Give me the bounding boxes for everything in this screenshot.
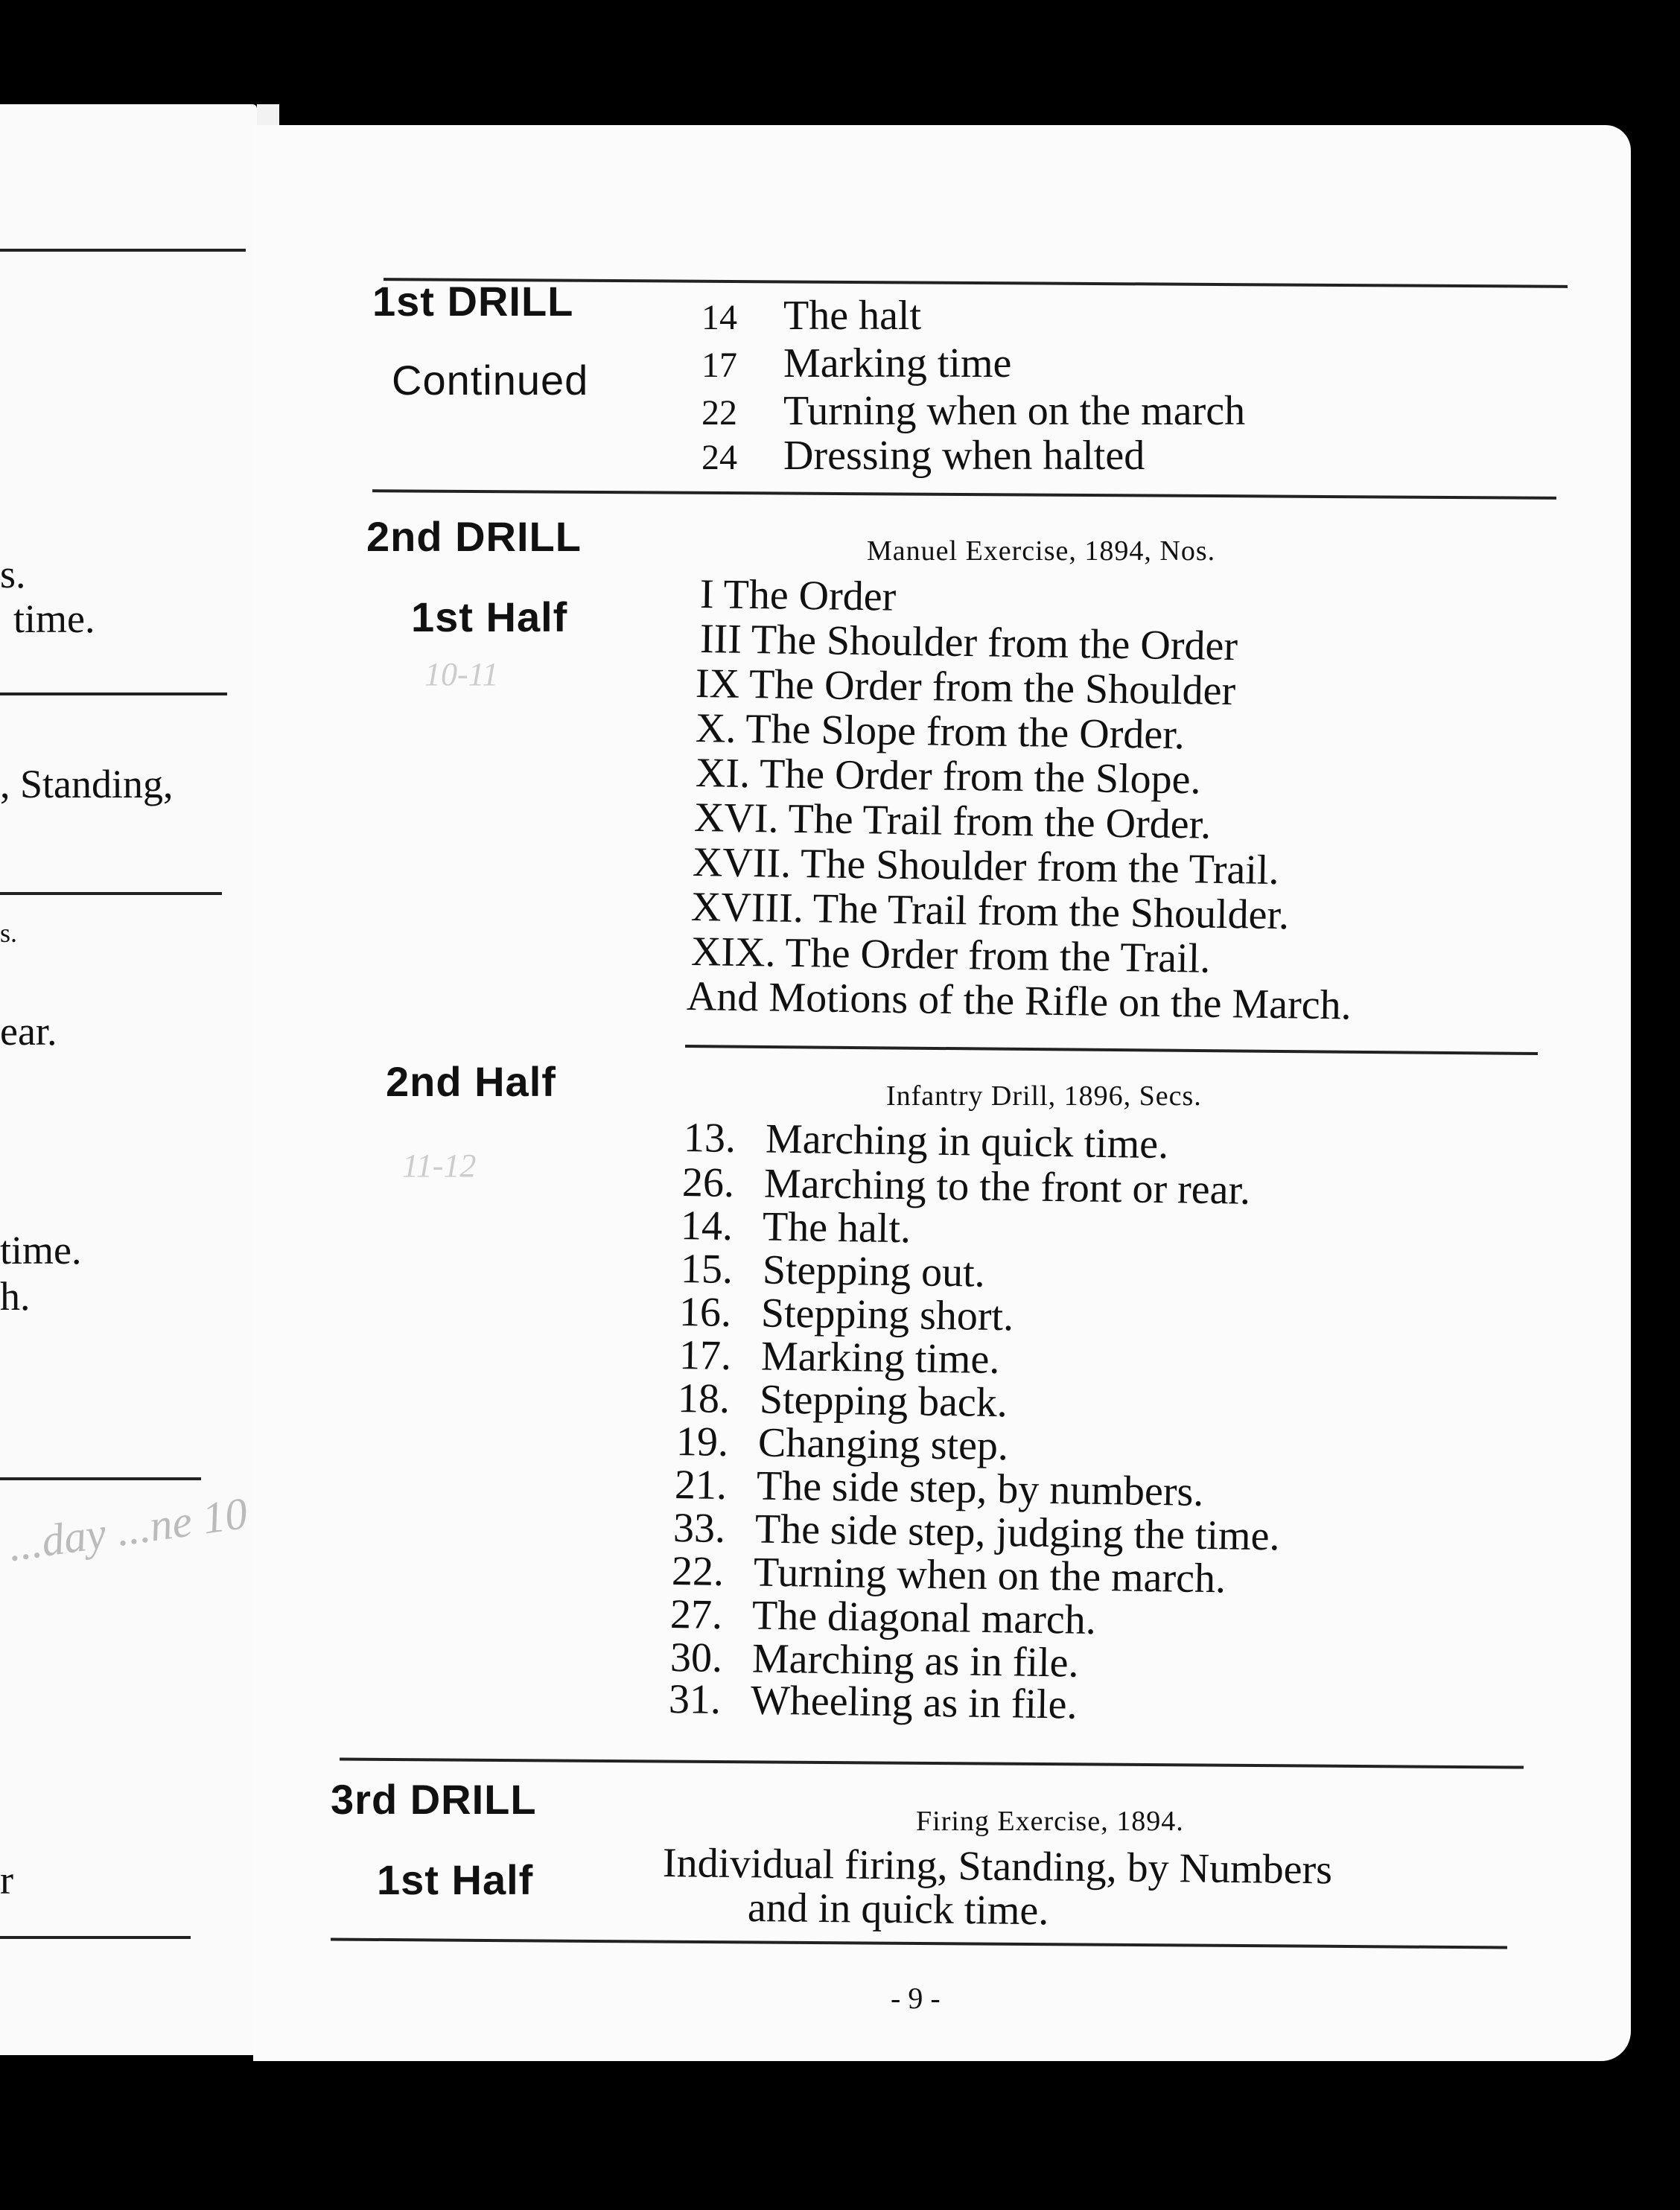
drill3-half1-label: 1st Half — [377, 1856, 534, 1903]
left-handwriting: ...day ...ne 10 — [4, 1488, 251, 1571]
left-page — [0, 104, 257, 2055]
item-text: Marching as in file. — [751, 1635, 1079, 1687]
item-text: Dressing when halted — [783, 433, 1145, 479]
drill2-half1-item: XVII. The Shoulder from the Trail. — [692, 839, 1279, 894]
drill2-label: 2nd DRILL — [366, 513, 582, 560]
drill2-half1-item: XVIII. The Trail from the Shoulder. — [690, 884, 1290, 939]
item-text: Turning when on the march. — [753, 1549, 1226, 1602]
item-text: Marching to the front or rear. — [763, 1160, 1251, 1214]
drill2-half1-header: Manuel Exercise, 1894, Nos. — [867, 535, 1216, 567]
item-text: Marking time. — [760, 1333, 1000, 1383]
left-fragment: , Standing, — [0, 762, 174, 806]
drill1-sub: Continued — [392, 357, 589, 404]
item-text: Turning when on the march — [783, 388, 1246, 434]
left-rule — [0, 892, 222, 895]
drill2-half1-item: XI. The Order from the Slope. — [695, 750, 1201, 803]
drill3-half1-header: Firing Exercise, 1894. — [916, 1806, 1184, 1837]
left-fragment: r — [0, 1858, 13, 1902]
drill2-half1-item: XVI. The Trail from the Order. — [693, 794, 1212, 848]
item-number: 15. — [680, 1246, 734, 1293]
item-number: 17 — [701, 345, 737, 385]
item-number: 14 — [701, 298, 737, 337]
item-text: The side step, by numbers. — [756, 1462, 1204, 1515]
item-text: The halt — [783, 293, 922, 339]
item-text: Stepping out. — [762, 1246, 986, 1296]
item-text: Changing step. — [757, 1419, 1009, 1470]
item-number: 18. — [677, 1375, 731, 1422]
left-rule — [0, 1936, 191, 1939]
left-rule — [0, 249, 246, 252]
item-number: 17. — [678, 1332, 732, 1379]
item-number: 19. — [675, 1418, 729, 1465]
item-number: 27. — [669, 1591, 723, 1638]
drill2-half1-item: III The Shoulder from the Order — [699, 616, 1238, 670]
item-text: The halt. — [762, 1203, 911, 1252]
drill2-half1-item: X. The Slope from the Order. — [695, 705, 1186, 759]
drill2-half2-label: 2nd Half — [386, 1058, 556, 1105]
item-text: Marching in quick time. — [765, 1115, 1169, 1168]
left-rule — [0, 1477, 201, 1480]
drill2-half2-header: Infantry Drill, 1896, Secs. — [886, 1080, 1202, 1112]
drill3-half1-line2: and in quick time. — [747, 1885, 1049, 1934]
item-number: 30. — [669, 1634, 723, 1681]
item-number: 16. — [678, 1289, 732, 1336]
page-number: - 9 - — [891, 1981, 941, 2015]
item-number: 24 — [701, 438, 737, 477]
left-fragment: time. — [0, 1228, 82, 1273]
drill2-half1-item: And Motions of the Rifle on the March. — [686, 973, 1352, 1029]
left-fragment: s. — [0, 552, 26, 596]
item-number: 22 — [701, 393, 737, 433]
item-text: The side step, judging the time. — [754, 1506, 1280, 1560]
drill1-item — [701, 292, 921, 340]
drill3-label: 3rd DRILL — [331, 1776, 537, 1823]
item-number: 26. — [681, 1159, 735, 1206]
left-fragment: s. — [0, 918, 18, 948]
drill1-label: 1st DRILL — [372, 278, 574, 325]
drill1-item — [701, 432, 1145, 480]
drill1-item — [701, 387, 1245, 435]
left-rule — [0, 692, 227, 695]
drill2-half1-item: IX The Order from the Shoulder — [695, 660, 1236, 715]
item-number: 21. — [674, 1462, 728, 1509]
item-number: 33. — [672, 1505, 726, 1552]
item-number: 31. — [668, 1676, 722, 1723]
left-fragment: h. — [0, 1274, 31, 1319]
drill3-half1-line1: Individual firing, Standing, by Numbers — [662, 1840, 1333, 1894]
left-fragment: time. — [13, 596, 95, 641]
item-text: The diagonal march. — [751, 1592, 1097, 1643]
drill2-half2-handwritten: 11-12 — [402, 1147, 477, 1184]
item-text: Stepping back. — [759, 1376, 1008, 1427]
item-text: Wheeling as in file. — [750, 1677, 1078, 1728]
drill2-half1-item: XIX. The Order from the Trail. — [690, 929, 1211, 982]
drill2-half1-handwritten: 10-11 — [424, 656, 499, 692]
drill2-half1-item: I The Order — [699, 571, 897, 620]
item-text: Marking time — [783, 340, 1012, 386]
item-number: 14. — [680, 1203, 734, 1249]
drill1-item — [701, 340, 1011, 387]
item-number: 22. — [671, 1548, 725, 1595]
item-text: Stepping short. — [760, 1290, 1014, 1340]
item-number: 13. — [683, 1115, 736, 1162]
drill2-half1-label: 1st Half — [411, 593, 568, 640]
drill2-half2-item — [669, 1675, 1078, 1729]
left-fragment: ear. — [0, 1009, 57, 1054]
